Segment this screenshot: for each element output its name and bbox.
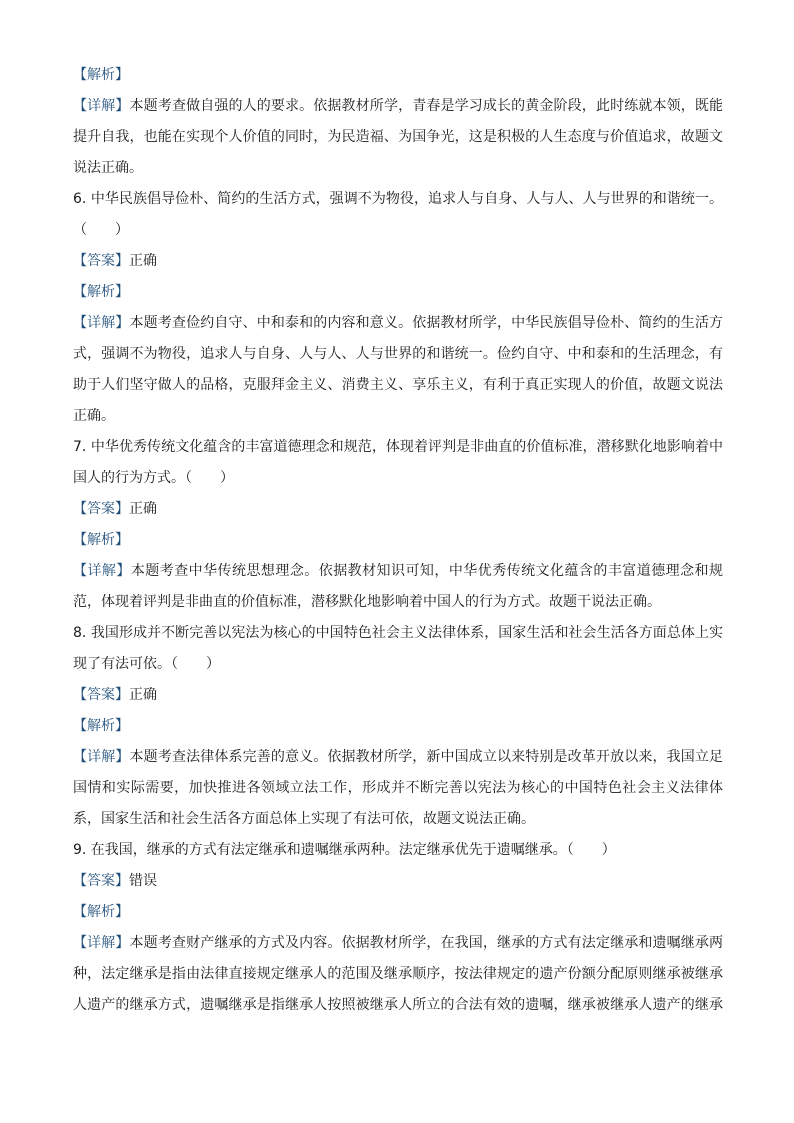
answer-row bbox=[73, 866, 723, 897]
question-8-line: 现了有法可依。（ ） bbox=[73, 656, 220, 672]
detail-line: 国情和实际需要，加快推进各领域立法工作，形成并不断完善以宪法为核心的中国特色社会主义法律体 bbox=[73, 780, 723, 796]
answer-value: 正确 bbox=[129, 501, 157, 517]
analysis-tag: 【解析】 bbox=[73, 718, 129, 734]
answer-value: 正确 bbox=[129, 253, 157, 269]
document-page bbox=[73, 60, 723, 1021]
detail-line: 正确。 bbox=[73, 408, 115, 424]
answer-value: 正确 bbox=[129, 687, 157, 703]
detail-line: 范，体现着评判是非曲直的价值标准，潜移默化地影响着中国人的行为方式。故题干说法正确。 bbox=[73, 594, 661, 610]
analysis-heading bbox=[73, 60, 723, 91]
detail-line bbox=[73, 308, 723, 339]
detail-tag: 【详解】 bbox=[73, 749, 130, 765]
analysis-heading bbox=[73, 897, 723, 928]
question-9-line: 9. 在我国，继承的方式有法定继承和遗嘱继承两种。法定继承优先于遗嘱继承。（ ） bbox=[73, 842, 616, 858]
detail-line: 助于人们坚守做人的品格，克服拜金主义、消费主义、享乐主义，有利于真正实现人的价值，故题文说法 bbox=[73, 377, 723, 393]
detail-tag: 【详解】 bbox=[73, 563, 131, 579]
detail-line bbox=[73, 742, 723, 773]
detail-text: 本题考查财产继承的方式及内容。依据教材所学，在我国，继承的方式有法定继承和遗嘱继承两 bbox=[129, 935, 723, 951]
analysis-tag: 【解析】 bbox=[73, 67, 129, 83]
answer-value: 错误 bbox=[129, 873, 157, 889]
question-8-line: 8. 我国形成并不断完善以宪法为核心的中国特色社会主义法律体系，国家生活和社会生活各方面总体上实 bbox=[73, 625, 723, 641]
detail-line: 人遗产的继承方式，遗嘱继承是指继承人按照被继承人所立的合法有效的遗嘱，继承被继承人遗产的继承 bbox=[73, 997, 723, 1013]
detail-line: 说法正确。 bbox=[73, 160, 143, 176]
detail-tag: 【详解】 bbox=[73, 315, 130, 331]
analysis-heading bbox=[73, 711, 723, 742]
analysis-tag: 【解析】 bbox=[73, 284, 129, 300]
detail-tag: 【详解】 bbox=[73, 935, 130, 951]
question-6-blank: （ ） bbox=[73, 222, 129, 238]
detail-text: 本题考查法律体系完善的意义。依据教材所学，新中国成立以来特别是改革开放以来，我国立足 bbox=[129, 749, 723, 765]
detail-line bbox=[73, 556, 723, 587]
detail-line: 式，强调不为物役，追求人与自身、人与人、人与世界的和谐统一。俭约自守、中和泰和的生活理念，有 bbox=[73, 346, 723, 362]
answer-tag: 【答案】 bbox=[73, 873, 129, 889]
answer-row bbox=[73, 246, 723, 277]
answer-tag: 【答案】 bbox=[73, 253, 129, 269]
analysis-tag: 【解析】 bbox=[73, 532, 129, 548]
answer-row bbox=[73, 494, 723, 525]
detail-line: 系，国家生活和社会生活各方面总体上实现了有法可依，故题文说法正确。 bbox=[73, 811, 535, 827]
detail-tag: 【详解】 bbox=[73, 98, 130, 114]
question-7-line: 国人的行为方式。（ ） bbox=[73, 470, 234, 486]
detail-line: 种，法定继承是指由法律直接规定继承人的范围及继承顺序，按法律规定的遗产份额分配原则继承被继承 bbox=[73, 966, 723, 982]
detail-line: 提升自我，也能在实现个人价值的同时，为民造福、为国争光，这是积极的人生态度与价值追求，故题文 bbox=[73, 129, 723, 145]
answer-tag: 【答案】 bbox=[73, 501, 129, 517]
detail-text: 本题考查中华传统思想理念。依据教材知识可知，中华优秀传统文化蕴含的丰富道德理念和规 bbox=[130, 563, 723, 579]
question-6-line: 6. 中华民族倡导俭朴、简约的生活方式，强调不为物役，追求人与自身、人与人、人与世界的和谐统一。 bbox=[73, 191, 723, 207]
detail-text: 本题考查做自强的人的要求。依据教材所学，青春是学习成长的黄金阶段，此时练就本领，既能 bbox=[129, 98, 723, 114]
answer-tag: 【答案】 bbox=[73, 687, 129, 703]
detail-line bbox=[73, 91, 723, 122]
detail-line bbox=[73, 928, 723, 959]
analysis-tag: 【解析】 bbox=[73, 904, 129, 920]
detail-text: 本题考查俭约自守、中和泰和的内容和意义。依据教材所学，中华民族倡导俭朴、简约的生活方 bbox=[129, 315, 723, 331]
analysis-heading bbox=[73, 525, 723, 556]
question-7-line: 7. 中华优秀传统文化蕴含的丰富道德理念和规范，体现着评判是非曲直的价值标准，潜移默化地影响着中 bbox=[73, 439, 723, 455]
analysis-heading bbox=[73, 277, 723, 308]
answer-row bbox=[73, 680, 723, 711]
